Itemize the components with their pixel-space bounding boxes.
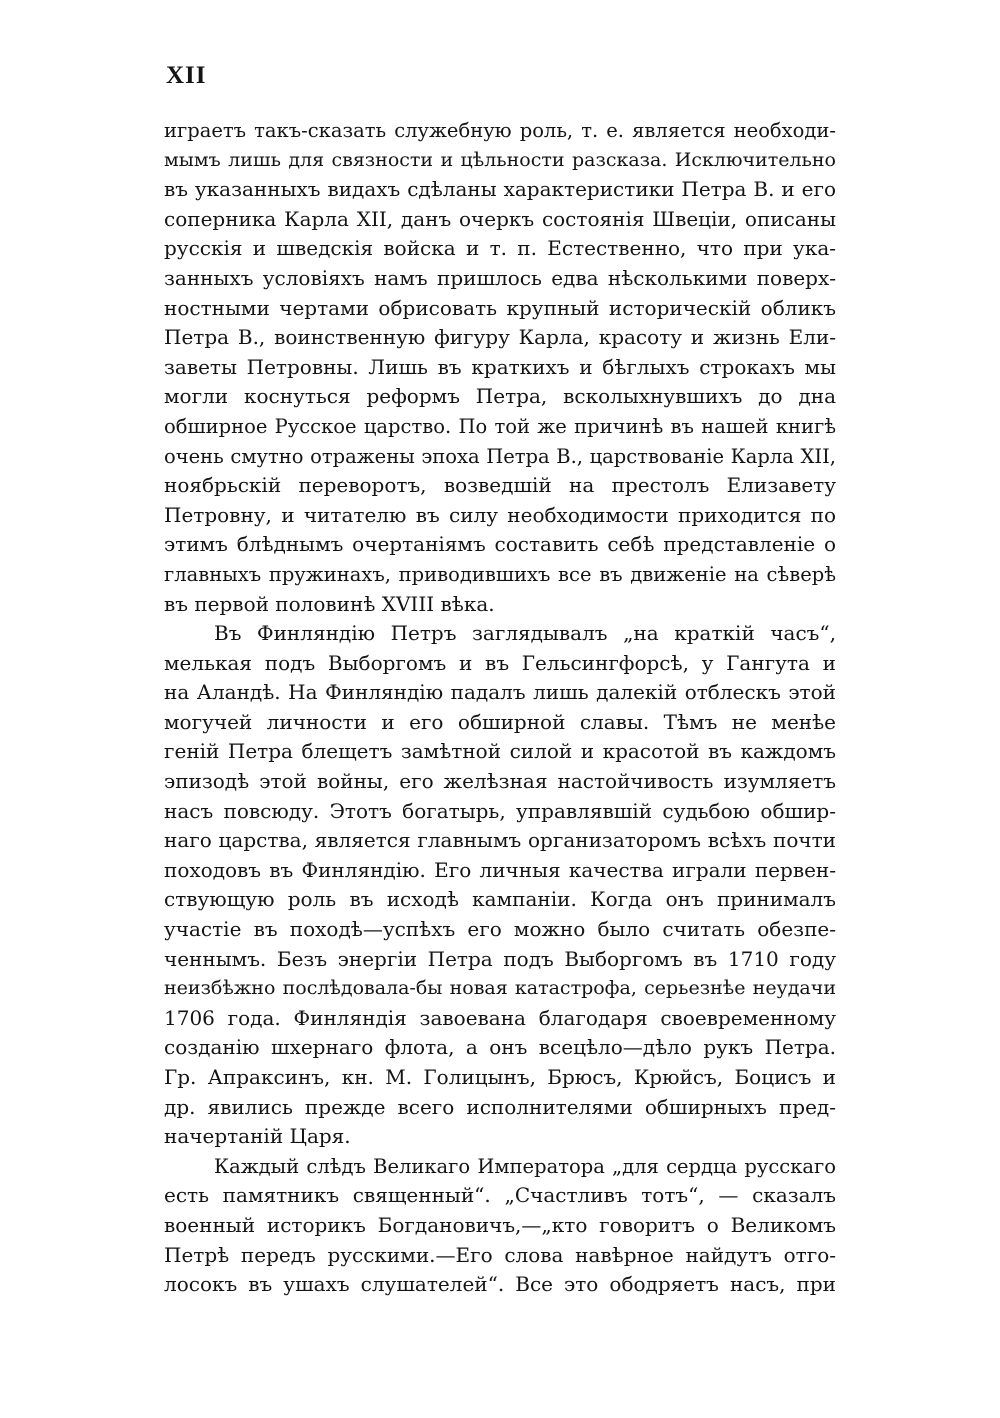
text-line: участіе въ походѣ—успѣхъ его можно было считать обезпе- xyxy=(164,917,836,942)
text-line: заветы Петровны. Лишь въ краткихъ и бѣглыхъ строкахъ мы xyxy=(164,354,836,379)
paragraph-start-line: Каждый слѣдъ Великаго Императора „для сердца русскаго xyxy=(214,1154,836,1178)
text-line: главныхъ пружинахъ, приводившихъ все въ движеніе на сѣверѣ xyxy=(164,562,836,586)
text-line: Гр. Апраксинъ, кн. М. Голицынъ, Брюсъ, Крюйсъ, Боцисъ и xyxy=(164,1065,836,1089)
page-number: XII xyxy=(166,62,207,89)
text-line: этимъ блѣднымъ очертаніямъ составить себѣ представленіе о xyxy=(164,532,836,557)
text-line: созданію шхернаго флота, а онъ всецѣло—дѣло рукъ Петра. xyxy=(164,1035,836,1060)
text-line: въ указанныхъ видахъ сдѣланы характеристики Петра В. и его xyxy=(164,177,836,202)
text-line: очень смутно отражены эпоха Петра В., царствованіе Карла XII, xyxy=(164,444,836,468)
text-line: ностными чертами обрисовать крупный историческій обликъ xyxy=(164,295,836,320)
text-line: ченнымъ. Безъ энергіи Петра подъ Выборгомъ въ 1710 году xyxy=(164,946,836,971)
paragraph-end-line: въ первой половинѣ XVIII вѣка. xyxy=(164,591,495,616)
text-line: военный историкъ Богдановичъ,—„кто говоритъ о Великомъ xyxy=(164,1212,836,1237)
text-line: обширное Русское царство. По той же причинѣ въ нашей книгѣ xyxy=(164,414,836,438)
paragraph-start-line: Въ Финляндію Петръ заглядывалъ „на краткій часъ“, xyxy=(214,621,836,646)
text-line: русскія и шведскія войска и т. п. Естественно, что при ука- xyxy=(164,236,836,261)
text-line: 1706 года. Финляндія завоевана благодаря своевременному xyxy=(164,1005,836,1030)
text-line: неизбѣжно послѣдовала-бы новая катастрофа, серьезнѣе неудачи xyxy=(164,977,836,1000)
text-line: Петровну, и читателю въ силу необходимости приходится по xyxy=(164,502,836,527)
text-line: ствующую роль въ исходѣ кампаніи. Когда онъ принималъ xyxy=(164,887,836,912)
paragraph-end-line: начертаній Царя. xyxy=(164,1124,351,1149)
text-line: соперника Карла XII, данъ очеркъ состоянія Швеціи, описаны xyxy=(164,206,836,231)
text-line: Петра В., воинственную фигуру Карла, красоту и жизнь Ели- xyxy=(164,325,836,350)
body-text xyxy=(164,116,836,1300)
text-line: Петрѣ передъ русскими.—Его слова навѣрное найдутъ отго- xyxy=(164,1242,836,1267)
text-line: лосокъ въ ушахъ слушателей“. Все это ободряетъ насъ, при xyxy=(164,1272,836,1297)
text-line: насъ повсюду. Этотъ богатырь, управлявшій судьбою обшир- xyxy=(164,798,836,823)
text-line: др. явились прежде всего исполнителями обширныхъ пред- xyxy=(164,1094,836,1119)
text-line: наго царства, является главнымъ организаторомъ всѣхъ почти xyxy=(164,828,836,853)
text-line: геній Петра блещетъ замѣтной силой и красотой въ каждомъ xyxy=(164,739,836,764)
text-line: могучей личности и его обширной славы. Тѣмъ не менѣе xyxy=(164,709,836,734)
text-line: мелькая подъ Выборгомъ и въ Гельсингфорсѣ, у Гангута и xyxy=(164,650,836,675)
text-line: на Аландѣ. На Финляндію падалъ лишь далекій отблескъ этой xyxy=(164,680,836,705)
text-line: есть памятникъ священный“. „Счастливъ тотъ“, — сказалъ xyxy=(164,1183,836,1208)
text-line: эпизодѣ этой войны, его желѣзная настойчивость изумляетъ xyxy=(164,769,836,794)
text-line: могли коснуться реформъ Петра, всколыхнувшихъ до дна xyxy=(164,384,836,409)
text-line: занныхъ условіяхъ намъ пришлось едва нѣсколькими поверх- xyxy=(164,265,836,290)
text-line: играетъ такъ-сказать служебную роль, т. е. является необходи- xyxy=(164,119,836,142)
text-line: походовъ въ Финляндію. Его личныя качества играли первен- xyxy=(164,857,836,882)
text-line: мымъ лишь для связности и цѣльности разсказа. Исключительно xyxy=(164,148,836,171)
text-line: ноябрьскій переворотъ, возведшій на престолъ Елизавету xyxy=(164,473,836,498)
